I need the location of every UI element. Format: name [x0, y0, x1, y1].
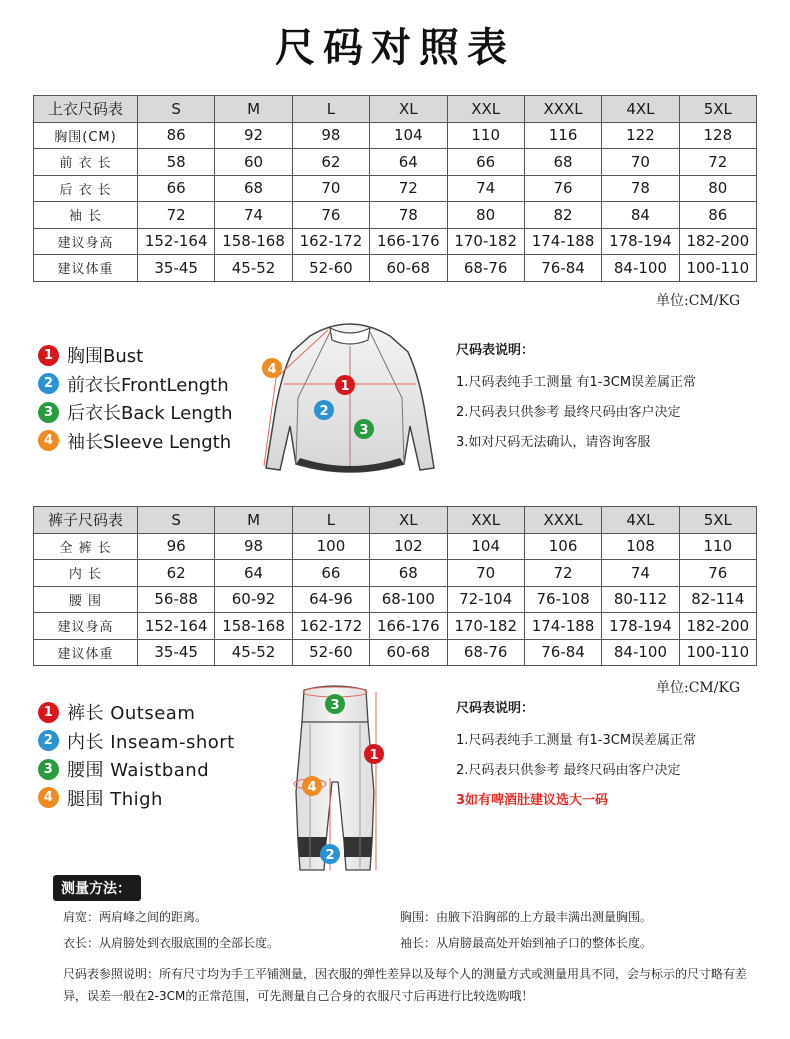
table-cell: 64	[215, 560, 292, 587]
row-label: 前 衣 长	[34, 149, 138, 176]
table-cell: 98	[215, 533, 292, 560]
page-title: 尺码对照表	[275, 25, 515, 71]
notes-heading: 尺码表说明：	[456, 343, 535, 358]
note-line: 2.尺码表只供参考 最终尺码由客户决定	[456, 405, 681, 420]
table-cell: 128	[679, 122, 756, 149]
row-label: 全 裤 长	[34, 533, 138, 560]
svg-text:1: 1	[340, 379, 350, 394]
svg-text:2: 2	[325, 848, 335, 863]
marker-2-icon: 2	[38, 373, 59, 394]
header-cell: L	[292, 96, 369, 123]
table-cell: 76-84	[524, 255, 601, 282]
table-cell: 86	[679, 202, 756, 229]
table-cell: 102	[370, 533, 447, 560]
table-cell: 76	[292, 202, 369, 229]
legend-text: 后衣长Back Length	[67, 403, 233, 425]
marker-2-icon: 2	[38, 730, 59, 751]
svg-text:3: 3	[359, 423, 369, 438]
notes-heading: 尺码表说明：	[456, 701, 535, 716]
table-cell: 100-110	[679, 255, 756, 282]
sleeve-desc: 袖长：从肩膀最高处开始到袖子口的整体长度。	[400, 936, 653, 950]
header-cell: 4XL	[602, 507, 679, 534]
jersey-size-table	[33, 95, 757, 282]
table-cell: 74	[215, 202, 292, 229]
pants-legend	[38, 698, 235, 812]
table-row	[34, 228, 757, 255]
marker-1-icon: 1	[38, 702, 59, 723]
measurement-method-badge: 测量方法：	[53, 875, 141, 901]
note-line: 3.如对尺码无法确认，请咨询客服	[456, 435, 651, 450]
table-cell: 92	[215, 122, 292, 149]
table-cell: 162-172	[292, 228, 369, 255]
header-cell: XXXL	[524, 507, 601, 534]
table-cell: 70	[292, 175, 369, 202]
table-cell: 76-108	[524, 586, 601, 613]
table-cell: 66	[447, 149, 524, 176]
legend-text: 腰围 Waistband	[67, 760, 210, 782]
note-line: 1.尺码表纯手工测量 有1-3CM误差属正常	[456, 375, 697, 390]
table-cell: 72-104	[447, 586, 524, 613]
table-cell: 68	[524, 149, 601, 176]
pants-size-notes	[456, 697, 696, 820]
svg-text:2: 2	[319, 404, 329, 419]
table-cell: 174-188	[524, 613, 601, 640]
table-cell: 152-164	[138, 228, 215, 255]
shoulder-desc: 肩宽：两肩峰之间的距离。	[63, 910, 208, 924]
jersey-size-notes	[456, 339, 696, 462]
pants-size-table	[33, 506, 757, 666]
table-row	[34, 586, 757, 613]
table-cell: 108	[602, 533, 679, 560]
legend-item	[38, 698, 235, 727]
header-cell: 4XL	[602, 96, 679, 123]
legend-item	[38, 398, 233, 427]
legend-text: 胸围Bust	[67, 346, 144, 368]
table-cell: 100	[292, 533, 369, 560]
table-cell: 76	[679, 560, 756, 587]
marker-3-icon: 3	[38, 759, 59, 780]
legend-item	[38, 784, 235, 813]
note-line: 1.尺码表纯手工测量 有1-3CM误差属正常	[456, 733, 697, 748]
table-cell: 60-68	[370, 255, 447, 282]
table-cell: 82	[524, 202, 601, 229]
table-cell: 122	[602, 122, 679, 149]
svg-text:4: 4	[267, 362, 277, 377]
row-label: 袖 长	[34, 202, 138, 229]
chest-desc: 胸围：由腋下沿胸部的上方最丰满出测量胸围。	[400, 910, 653, 924]
table-cell: 68-76	[447, 639, 524, 666]
table-cell: 78	[370, 202, 447, 229]
legend-text: 裤长 Outseam	[67, 703, 196, 725]
header-cell: XL	[370, 96, 447, 123]
svg-text:1: 1	[369, 748, 379, 763]
table-row	[34, 560, 757, 587]
table-cell: 170-182	[447, 613, 524, 640]
table-header-row	[34, 96, 757, 123]
table-cell: 76	[524, 175, 601, 202]
table-cell: 68-100	[370, 586, 447, 613]
header-cell: 上衣尺码表	[34, 96, 138, 123]
table-cell: 52-60	[292, 255, 369, 282]
table-cell: 72	[679, 149, 756, 176]
header-cell: XXL	[447, 507, 524, 534]
svg-text:3: 3	[330, 698, 340, 713]
table-cell: 60-68	[370, 639, 447, 666]
row-label: 后 衣 长	[34, 175, 138, 202]
marker-3-icon: 3	[38, 402, 59, 423]
table-row	[34, 255, 757, 282]
row-label: 腰 围	[34, 586, 138, 613]
table-cell: 74	[602, 560, 679, 587]
table-cell: 110	[679, 533, 756, 560]
table-cell: 66	[138, 175, 215, 202]
table-cell: 170-182	[447, 228, 524, 255]
row-label: 建议身高	[34, 228, 138, 255]
table-cell: 62	[138, 560, 215, 587]
unit-label: 单位:CM/KG	[656, 293, 741, 309]
marker-4-icon: 4	[38, 430, 59, 451]
table-cell: 76-84	[524, 639, 601, 666]
table-cell: 58	[138, 149, 215, 176]
table-cell: 110	[447, 122, 524, 149]
legend-item	[38, 341, 233, 370]
legend-text: 内长 Inseam-short	[67, 731, 235, 753]
legend-item	[38, 755, 235, 784]
table-cell: 80	[679, 175, 756, 202]
header-cell: S	[138, 507, 215, 534]
table-row	[34, 613, 757, 640]
table-row	[34, 122, 757, 149]
table-header-row	[34, 507, 757, 534]
table-cell: 45-52	[215, 639, 292, 666]
table-cell: 182-200	[679, 613, 756, 640]
note-line: 2.尺码表只供参考 最终尺码由客户决定	[456, 763, 681, 778]
table-cell: 178-194	[602, 228, 679, 255]
header-cell: L	[292, 507, 369, 534]
table-cell: 84	[602, 202, 679, 229]
table-cell: 98	[292, 122, 369, 149]
table-cell: 104	[447, 533, 524, 560]
table-cell: 80	[447, 202, 524, 229]
table-cell: 96	[138, 533, 215, 560]
unit-label: 单位:CM/KG	[656, 680, 741, 696]
legend-text: 袖长Sleeve Length	[67, 431, 232, 453]
row-label: 建议身高	[34, 613, 138, 640]
table-cell: 152-164	[138, 613, 215, 640]
bib-shorts-illustration	[280, 682, 390, 872]
jersey-legend	[38, 341, 233, 455]
marker-1-icon: 1	[38, 345, 59, 366]
table-cell: 174-188	[524, 228, 601, 255]
table-cell: 166-176	[370, 228, 447, 255]
table-cell: 35-45	[138, 639, 215, 666]
table-cell: 162-172	[292, 613, 369, 640]
table-cell: 116	[524, 122, 601, 149]
table-cell: 66	[292, 560, 369, 587]
table-cell: 35-45	[138, 255, 215, 282]
row-label: 建议体重	[34, 639, 138, 666]
table-cell: 68-76	[447, 255, 524, 282]
table-cell: 106	[524, 533, 601, 560]
table-cell: 62	[292, 149, 369, 176]
table-cell: 72	[524, 560, 601, 587]
table-cell: 158-168	[215, 613, 292, 640]
table-cell: 100-110	[679, 639, 756, 666]
header-cell: S	[138, 96, 215, 123]
row-label: 内 长	[34, 560, 138, 587]
table-row	[34, 175, 757, 202]
header-cell: 5XL	[679, 96, 756, 123]
length-desc: 衣长：从肩膀处到衣服底围的全部长度。	[63, 936, 280, 950]
table-cell: 70	[447, 560, 524, 587]
table-cell: 70	[602, 149, 679, 176]
legend-text: 腿围 Thigh	[67, 788, 163, 810]
header-cell: M	[215, 507, 292, 534]
table-row	[34, 533, 757, 560]
svg-text:4: 4	[307, 780, 317, 795]
table-cell: 84-100	[602, 639, 679, 666]
table-cell: 158-168	[215, 228, 292, 255]
table-cell: 86	[138, 122, 215, 149]
header-cell: 5XL	[679, 507, 756, 534]
header-cell: XXL	[447, 96, 524, 123]
table-cell: 60-92	[215, 586, 292, 613]
legend-item	[38, 727, 235, 756]
legend-text: 前衣长FrontLength	[67, 374, 229, 396]
row-label: 胸围(CM)	[34, 122, 138, 149]
table-cell: 72	[370, 175, 447, 202]
jersey-illustration	[250, 318, 450, 480]
table-cell: 178-194	[602, 613, 679, 640]
table-cell: 64	[370, 149, 447, 176]
table-cell: 80-112	[602, 586, 679, 613]
table-cell: 68	[370, 560, 447, 587]
table-cell: 72	[138, 202, 215, 229]
table-cell: 52-60	[292, 639, 369, 666]
table-cell: 56-88	[138, 586, 215, 613]
table-cell: 78	[602, 175, 679, 202]
table-cell: 82-114	[679, 586, 756, 613]
table-cell: 60	[215, 149, 292, 176]
legend-item	[38, 427, 233, 456]
table-cell: 68	[215, 175, 292, 202]
row-label: 建议体重	[34, 255, 138, 282]
table-cell: 182-200	[679, 228, 756, 255]
header-cell: XL	[370, 507, 447, 534]
legend-item	[38, 370, 233, 399]
table-cell: 104	[370, 122, 447, 149]
table-cell: 84-100	[602, 255, 679, 282]
table-cell: 64-96	[292, 586, 369, 613]
note-warning: 3如有啤酒肚建议选大一码	[456, 793, 609, 808]
table-cell: 74	[447, 175, 524, 202]
header-cell: 裤子尺码表	[34, 507, 138, 534]
reference-note: 尺码表参照说明：所有尺寸均为手工平铺测量，因衣服的弹性差异以及每个人的测量方式或测量用具不同，会与标示的尺寸略有差异，误差一般在2-3CM的正常范围，可先测量自己合身的衣服尺寸后再进行比较选购哦！	[63, 967, 748, 1003]
table-row	[34, 202, 757, 229]
table-row	[34, 149, 757, 176]
table-row	[34, 639, 757, 666]
header-cell: M	[215, 96, 292, 123]
table-cell: 166-176	[370, 613, 447, 640]
header-cell: XXXL	[524, 96, 601, 123]
marker-4-icon: 4	[38, 787, 59, 808]
table-cell: 45-52	[215, 255, 292, 282]
